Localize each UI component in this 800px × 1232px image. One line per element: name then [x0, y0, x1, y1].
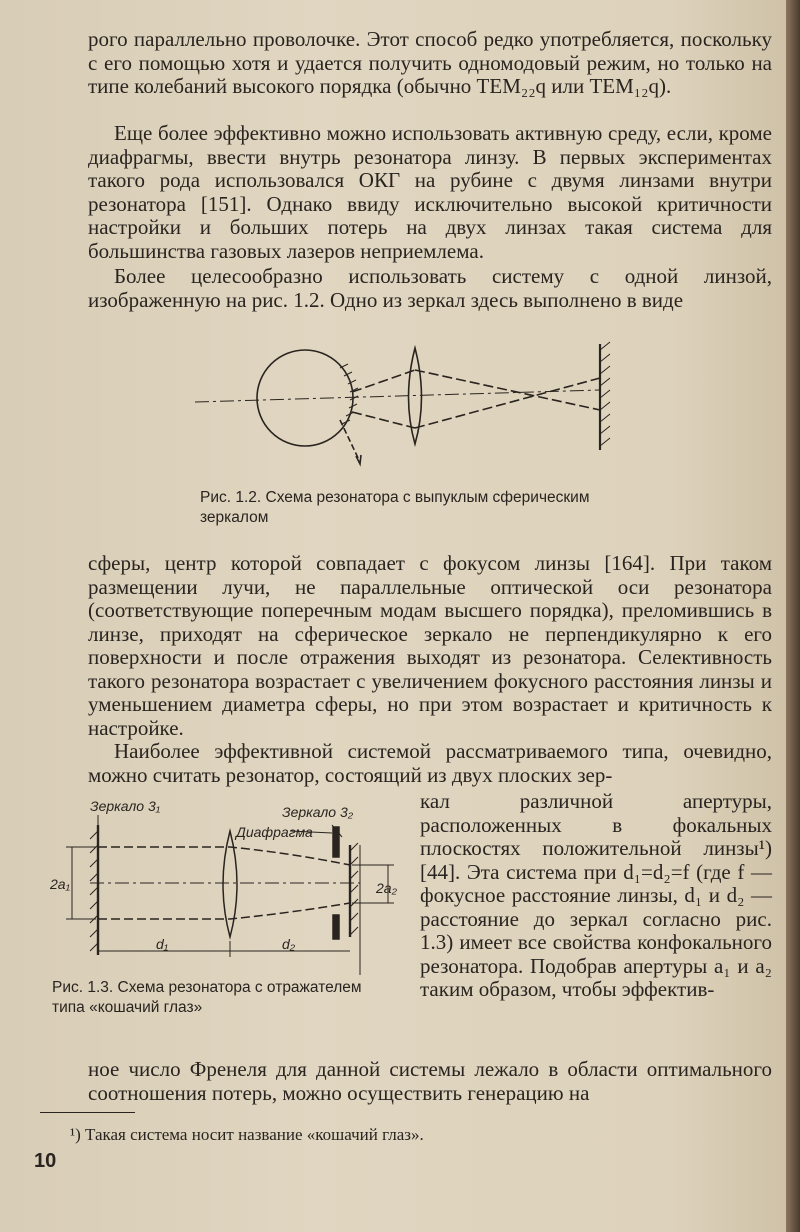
- page-number: 10: [34, 1150, 57, 1172]
- paragraph-1: рого параллельно проволочке. Этот способ редко употребляется, поскольку с его помощью хотя и удается получить одномодовый режим, но только на типе колебаний высокого порядка (обычно TEM₂₂q или TEM₁₂q).: [88, 27, 772, 98]
- label-d2: d₂: [282, 936, 296, 952]
- diaphragm: [333, 827, 339, 857]
- label-mirror-2: Зеркало 3₂: [282, 804, 354, 820]
- figure-1-2: [190, 340, 630, 480]
- paragraph-2: Еще более эффективно можно использовать активную среду, если, кроме диафрагмы, ввести внутрь резонатора линзу. В первых экспериментах такого рода использовался ОКГ на рубине с двумя линзами внутри резонатора [151]. Однако ввиду исключительно высокой критичности настройки и больших потерь на двух линзах такая система для большинства газовых лазеров неприемлема.: [88, 121, 772, 263]
- figure-1-2-caption: Рис. 1.2. Схема резонатора с выпуклым сферическим зеркалом: [200, 489, 590, 526]
- lens: [409, 348, 422, 444]
- paragraph-6: кал различной апертуры, расположенных в фокальных плоскостях положительной линзы¹) [44]. Эта система при d₁=d₂=f (где f — фокусное расстояние линзы, d₁ и d₂ — расстояние до зеркал согласно рис. 1.3) имеет все свойства конфокального резонатора. Подобрав апертуры a₁ и a₂ таким образом, чтобы эффектив-: [420, 789, 772, 1001]
- label-diaphragm: Диафрагма: [236, 824, 313, 840]
- paragraph-5: Наиболее эффективной системой рассматриваемого типа, очевидно, можно считать резонатор, состоящий из двух плоских зер-: [88, 739, 772, 787]
- label-2a1: 2a₁: [50, 876, 70, 892]
- label-mirror-1: Зеркало 3₁: [90, 798, 161, 814]
- figure-1-3-caption: Рис. 1.3. Схема резонатора с отражателем типа «кошачий глаз»: [52, 979, 362, 1016]
- book-edge: [786, 0, 800, 1232]
- figure-1-3: [50, 795, 410, 975]
- paragraph-7: ное число Френеля для данной системы лежало в области оптимального соотношения потерь, можно осуществить генерацию на: [88, 1057, 772, 1105]
- footnote: ¹) Такая система носит название «кошачий глаз».: [70, 1125, 424, 1144]
- label-2a2: 2a₂: [376, 880, 397, 896]
- paragraph-4: сферы, центр которой совпадает с фокусом линзы [164]. При таком размещении лучи, не параллельные оптической оси резонатора (соответствующие поперечным модам высшего порядка), преломившись в линзе, приходят на сферическое зеркало не перпендикулярно к его поверхности и после отражения выходят из резонатора. Селективность такого резонатора возрастает с увеличением фокусного расстояния линзы и уменьшением диаметра сферы, но при этом возрастает и критичность к настройке.: [88, 551, 772, 740]
- optical-axis: [195, 390, 600, 402]
- label-d1: d₁: [156, 936, 169, 952]
- paragraph-3: Более целесообразно использовать систему с одной линзой, изображенную на рис. 1.2. Одно из зеркал здесь выполнено в виде: [88, 264, 772, 312]
- footnote-rule: [40, 1112, 135, 1113]
